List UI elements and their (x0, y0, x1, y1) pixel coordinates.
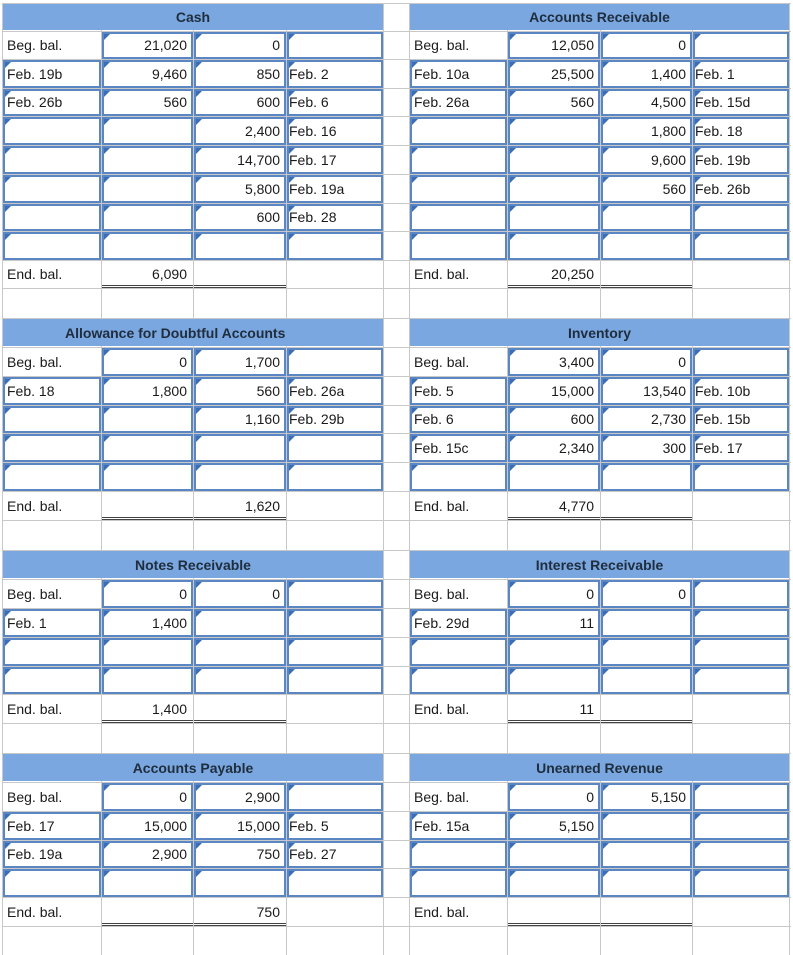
grid-row-line (2, 926, 791, 927)
credit-entry-value: 850 (256, 66, 280, 82)
ending-credit-value (600, 263, 686, 285)
debit-amount-input[interactable] (102, 232, 193, 260)
inventory-account-title: Inventory (410, 319, 789, 346)
entry-label-input[interactable] (3, 232, 101, 260)
debit-entry-label: Feb. 29d (414, 615, 470, 631)
ending-debit-value: 20,250 (551, 266, 594, 282)
debit-entry-value: 600 (570, 411, 594, 427)
credit-label-input[interactable] (287, 232, 383, 260)
beginning-balance-label: Beg. bal. (414, 789, 470, 805)
beginning-balance-label: Beg. bal. (414, 354, 470, 370)
beginning-debit-value: 0 (586, 586, 594, 602)
debit-amount-input[interactable] (102, 667, 193, 694)
ending-credit-value (600, 901, 686, 923)
debit-amount-input[interactable] (102, 117, 193, 145)
debit-entry-label: Feb. 1 (7, 615, 47, 631)
accounts-receivable-account-title: Accounts Receivable (410, 4, 789, 30)
credit-label-input[interactable] (693, 638, 789, 666)
ending-debit-value: 4,770 (558, 498, 594, 514)
credit-amount-input[interactable] (601, 869, 692, 897)
notes-receivable-account-title: Notes Receivable (3, 551, 383, 578)
debit-amount-input[interactable] (102, 638, 193, 666)
entry-label-input[interactable] (3, 406, 101, 433)
credit-label-input[interactable] (693, 812, 789, 840)
credit-amount-input[interactable] (601, 609, 692, 637)
double-underline (601, 517, 692, 520)
debit-entry-value: 15,000 (551, 383, 594, 399)
double-underline (508, 517, 600, 520)
credit-label-input[interactable] (693, 204, 789, 231)
entry-label-input[interactable] (3, 146, 101, 174)
credit-entry-value: 300 (662, 440, 686, 456)
debit-amount-input[interactable] (102, 463, 193, 491)
credit-entry-label: Feb. 27 (289, 846, 337, 862)
ending-credit-value (193, 698, 280, 720)
debit-amount-input[interactable] (102, 146, 193, 174)
credit-entry-value: 9,600 (650, 152, 686, 168)
debit-amount-input[interactable] (508, 869, 600, 897)
grid-row-line (2, 694, 791, 695)
debit-amount-input[interactable] (102, 204, 193, 231)
debit-amount-input[interactable] (102, 869, 193, 897)
ending-balance-label: End. bal. (414, 498, 470, 514)
credit-entry-label: Feb. 15d (695, 94, 751, 110)
debit-entry-value: 1,800 (151, 383, 187, 399)
unearned-revenue-account-title: Unearned Revenue (410, 754, 789, 781)
double-underline (601, 923, 692, 926)
debit-entry-label: Feb. 6 (414, 411, 454, 427)
beginning-balance-label: Beg. bal. (7, 586, 63, 602)
double-underline (508, 285, 600, 288)
entry-label-input[interactable] (3, 869, 101, 897)
debit-amount-input[interactable] (508, 463, 600, 491)
credit-label-input[interactable] (693, 232, 789, 260)
grid-row-line (2, 491, 791, 492)
ending-balance-label: End. bal. (414, 904, 470, 920)
entry-label-input[interactable] (410, 463, 507, 491)
debit-entry-value: 2,340 (558, 440, 594, 456)
entry-label-input[interactable] (3, 463, 101, 491)
ending-debit-value: 6,090 (151, 266, 187, 282)
credit-entry-value: 2,730 (650, 411, 686, 427)
credit-entry-value: 600 (256, 94, 280, 110)
credit-entry-value: 1,800 (650, 123, 686, 139)
grid-row-line (2, 723, 791, 724)
beginning-debit-value: 0 (179, 354, 187, 370)
ending-balance-label: End. bal. (7, 498, 63, 514)
debit-entry-value: 1,400 (151, 615, 187, 631)
entry-label-input[interactable] (410, 146, 507, 174)
debit-amount-input[interactable] (102, 175, 193, 203)
allowance-account-title: Allowance for Doubtful Accounts (3, 319, 383, 346)
ending-credit-value: 1,620 (244, 498, 280, 514)
credit-entry-label: Feb. 1 (695, 66, 735, 82)
credit-label-input[interactable] (287, 580, 383, 608)
ending-credit-value: 750 (256, 904, 280, 920)
credit-amount-input[interactable] (601, 841, 692, 868)
credit-entry-value: 2,400 (244, 123, 280, 139)
beginning-debit-value: 12,050 (551, 37, 594, 53)
debit-amount-input[interactable] (102, 406, 193, 433)
ending-balance-label: End. bal. (7, 266, 63, 282)
credit-label-input[interactable] (693, 609, 789, 637)
grid-row-line (2, 897, 791, 898)
debit-entry-value: 2,900 (151, 846, 187, 862)
ending-credit-value (600, 495, 686, 517)
debit-amount-input[interactable] (508, 638, 600, 666)
debit-entry-value: 560 (163, 94, 187, 110)
debit-entry-label: Feb. 18 (7, 383, 55, 399)
double-underline (601, 285, 692, 288)
credit-entry-label: Feb. 2 (289, 66, 329, 82)
credit-entry-label: Feb. 18 (695, 123, 743, 139)
credit-entry-label: Feb. 15b (695, 411, 751, 427)
beginning-debit-value: 3,400 (558, 354, 594, 370)
credit-entry-value: 750 (256, 846, 280, 862)
interest-receivable-account-title: Interest Receivable (410, 551, 789, 578)
credit-amount-input[interactable] (601, 463, 692, 491)
entry-label-input[interactable] (3, 175, 101, 203)
debit-entry-label: Feb. 19b (7, 66, 63, 82)
beginning-credit-value: 0 (272, 586, 280, 602)
debit-entry-value: 560 (570, 94, 594, 110)
beginning-credit-value: 0 (678, 586, 686, 602)
double-underline (102, 720, 193, 723)
entry-label-input[interactable] (3, 434, 101, 462)
debit-entry-label: Feb. 15a (414, 818, 470, 834)
credit-entry-label: Feb. 17 (289, 152, 337, 168)
credit-label-input[interactable] (287, 348, 383, 376)
entry-label-input[interactable] (3, 638, 101, 666)
credit-label-input[interactable] (693, 841, 789, 868)
double-underline (194, 720, 286, 723)
grid-row-line (2, 288, 791, 289)
grid-column-line (789, 3, 790, 955)
debit-entry-label: Feb. 10a (414, 66, 470, 82)
credit-entry-value: 15,000 (237, 818, 280, 834)
credit-amount-input[interactable] (194, 434, 286, 462)
credit-amount-input[interactable] (194, 869, 286, 897)
credit-amount-input[interactable] (194, 667, 286, 694)
credit-entry-value: 13,540 (643, 383, 686, 399)
credit-label-input[interactable] (287, 667, 383, 694)
credit-label-input[interactable] (693, 783, 789, 811)
entry-label-input[interactable] (410, 232, 507, 260)
ending-balance-label: End. bal. (7, 904, 63, 920)
beginning-balance-label: Beg. bal. (414, 586, 470, 602)
ending-credit-value (600, 698, 686, 720)
beginning-credit-value: 5,150 (650, 789, 686, 805)
credit-label-input[interactable] (693, 667, 789, 694)
ending-debit-value: 1,400 (151, 701, 187, 717)
beginning-debit-value: 0 (179, 586, 187, 602)
debit-entry-value: 5,150 (558, 818, 594, 834)
beginning-balance-label: Beg. bal. (7, 789, 63, 805)
credit-label-input[interactable] (287, 609, 383, 637)
beginning-credit-value: 1,700 (244, 354, 280, 370)
credit-label-input[interactable] (287, 638, 383, 666)
ending-debit-value (101, 495, 187, 517)
credit-amount-input[interactable] (601, 232, 692, 260)
double-underline (102, 517, 193, 520)
beginning-balance-label: Beg. bal. (7, 354, 63, 370)
credit-entry-value: 14,700 (237, 152, 280, 168)
credit-label-input[interactable] (693, 869, 789, 897)
credit-amount-input[interactable] (601, 204, 692, 231)
ending-balance-label: End. bal. (414, 266, 470, 282)
double-underline (194, 517, 286, 520)
ending-balance-label: End. bal. (414, 701, 470, 717)
credit-entry-value: 4,500 (650, 94, 686, 110)
beginning-debit-value: 0 (179, 789, 187, 805)
grid-row-line (2, 520, 791, 521)
credit-entry-label: Feb. 26a (289, 383, 345, 399)
credit-entry-label: Feb. 19b (695, 152, 751, 168)
double-underline (508, 923, 600, 926)
entry-label-input[interactable] (3, 117, 101, 145)
entry-label-input[interactable] (410, 175, 507, 203)
debit-entry-value: 25,500 (551, 66, 594, 82)
entry-label-input[interactable] (410, 869, 507, 897)
double-underline (102, 923, 193, 926)
beginning-debit-value: 0 (586, 789, 594, 805)
debit-amount-input[interactable] (508, 117, 600, 145)
credit-entry-label: Feb. 5 (289, 818, 329, 834)
entry-label-input[interactable] (3, 667, 101, 694)
credit-amount-input[interactable] (601, 638, 692, 666)
credit-label-input[interactable] (287, 463, 383, 491)
double-underline (601, 720, 692, 723)
entry-label-input[interactable] (3, 204, 101, 231)
double-underline (102, 285, 193, 288)
beginning-debit-value: 21,020 (144, 37, 187, 53)
beginning-credit-value: 2,900 (244, 789, 280, 805)
credit-entry-label: Feb. 17 (695, 440, 743, 456)
credit-entry-label: Feb. 10b (695, 383, 751, 399)
ending-debit-value: 11 (579, 701, 594, 717)
beginning-balance-label: Beg. bal. (7, 37, 63, 53)
credit-amount-input[interactable] (194, 463, 286, 491)
credit-entry-value: 560 (256, 383, 280, 399)
debit-amount-input[interactable] (508, 667, 600, 694)
credit-entry-label: Feb. 19a (289, 181, 345, 197)
credit-entry-value: 5,800 (244, 181, 280, 197)
credit-label-input[interactable] (693, 348, 789, 376)
credit-amount-input[interactable] (194, 232, 286, 260)
entry-label-input[interactable] (410, 204, 507, 231)
debit-amount-input[interactable] (508, 204, 600, 231)
credit-label-input[interactable] (287, 434, 383, 462)
credit-label-input[interactable] (287, 869, 383, 897)
entry-label-input[interactable] (410, 117, 507, 145)
debit-amount-input[interactable] (508, 146, 600, 174)
credit-entry-value: 1,400 (650, 66, 686, 82)
credit-label-input[interactable] (287, 783, 383, 811)
debit-entry-value: 9,460 (151, 66, 187, 82)
entry-label-input[interactable] (410, 638, 507, 666)
debit-entry-label: Feb. 26a (414, 94, 470, 110)
debit-entry-label: Feb. 15c (414, 440, 469, 456)
debit-entry-label: Feb. 17 (7, 818, 55, 834)
ending-credit-value (193, 263, 280, 285)
credit-amount-input[interactable] (601, 667, 692, 694)
ending-balance-label: End. bal. (7, 701, 63, 717)
debit-entry-label: Feb. 26b (7, 94, 63, 110)
grid-column-line (383, 3, 384, 955)
ending-debit-value (507, 901, 594, 923)
grid-row-line (2, 260, 791, 261)
credit-entry-value: 560 (662, 181, 686, 197)
beginning-credit-value: 0 (678, 354, 686, 370)
credit-entry-label: Feb. 26b (695, 181, 751, 197)
double-underline (194, 285, 286, 288)
debit-amount-input[interactable] (508, 841, 600, 868)
credit-entry-value: 1,160 (244, 411, 280, 427)
credit-entry-label: Feb. 28 (289, 209, 337, 225)
credit-entry-label: Feb. 29b (289, 411, 345, 427)
credit-amount-input[interactable] (601, 812, 692, 840)
credit-label-input[interactable] (693, 32, 789, 59)
debit-amount-input[interactable] (102, 434, 193, 462)
credit-amount-input[interactable] (194, 638, 286, 666)
debit-entry-value: 15,000 (144, 818, 187, 834)
credit-amount-input[interactable] (194, 609, 286, 637)
cash-account-title: Cash (3, 4, 383, 30)
entry-label-input[interactable] (410, 667, 507, 694)
double-underline (508, 720, 600, 723)
beginning-balance-label: Beg. bal. (414, 37, 470, 53)
beginning-credit-value: 0 (272, 37, 280, 53)
credit-entry-label: Feb. 16 (289, 123, 337, 139)
entry-label-input[interactable] (410, 841, 507, 868)
credit-label-input[interactable] (287, 32, 383, 59)
credit-entry-value: 600 (256, 209, 280, 225)
double-underline (194, 923, 286, 926)
beginning-credit-value: 0 (678, 37, 686, 53)
credit-label-input[interactable] (693, 463, 789, 491)
debit-entry-label: Feb. 5 (414, 383, 454, 399)
credit-entry-label: Feb. 6 (289, 94, 329, 110)
accounts-payable-account-title: Accounts Payable (3, 754, 383, 781)
debit-entry-label: Feb. 19a (7, 846, 63, 862)
ending-debit-value (101, 901, 187, 923)
debit-entry-value: 11 (579, 615, 594, 631)
debit-amount-input[interactable] (508, 232, 600, 260)
credit-label-input[interactable] (693, 580, 789, 608)
debit-amount-input[interactable] (508, 175, 600, 203)
